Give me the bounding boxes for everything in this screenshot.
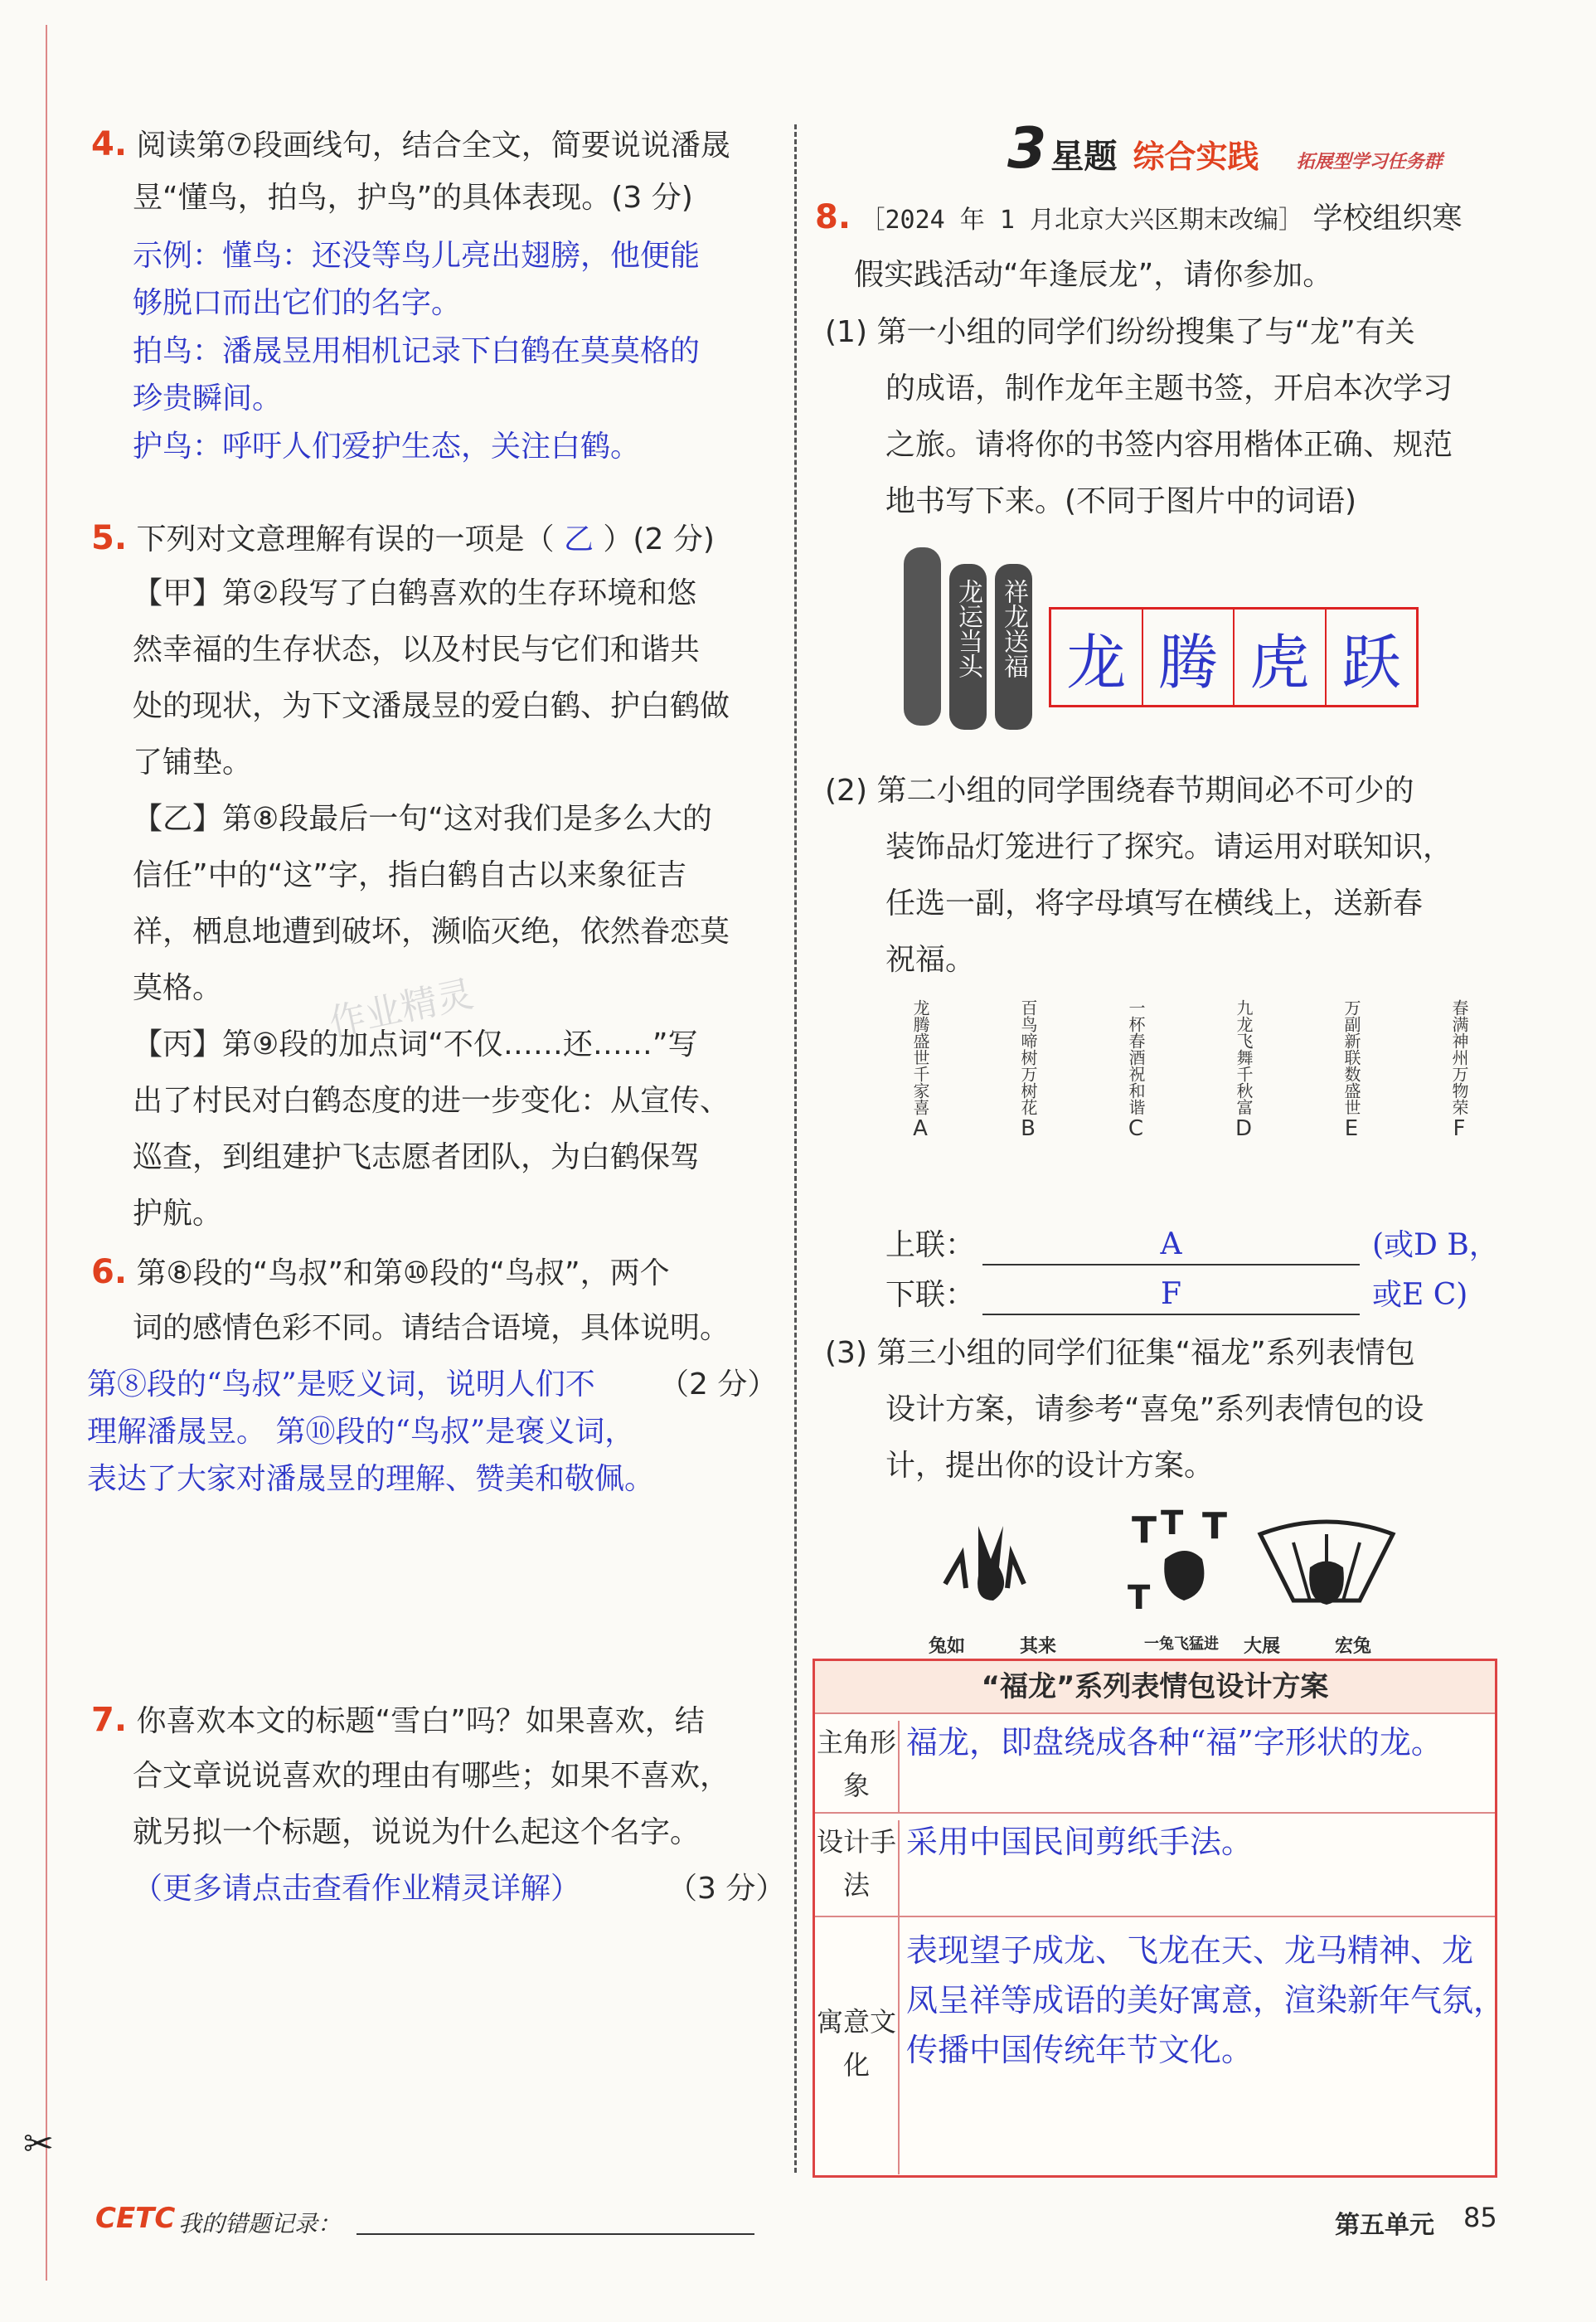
bookmark-1 xyxy=(949,564,987,730)
couplet-c-text: 一杯春酒祝和谐 xyxy=(1126,999,1146,1115)
q8-line2: 假实践活动“年逢辰龙”，请你参加。 xyxy=(854,258,1333,292)
q4-line2: 昱“懂鸟，拍鸟，护鸟”的具体表现。(3 分) xyxy=(133,181,693,215)
q7-line2: 合文章说说喜欢的理由有哪些；如果不喜欢， xyxy=(133,1759,730,1793)
rabbit-icon xyxy=(945,1526,1024,1601)
grid-cell-1: 龙 xyxy=(1051,610,1143,705)
couplet-d-letter: D xyxy=(1235,1116,1253,1141)
star-label: 星题 xyxy=(1050,138,1118,176)
rabbit-emoji-illustration xyxy=(929,1509,1509,1630)
watermark: 作业精灵 xyxy=(325,973,478,1045)
couplet-e-text: 万副新联数盛世 xyxy=(1341,999,1361,1115)
q6-points: （2 分） xyxy=(659,1367,778,1401)
q8-p1-3: 之旅。请将你的书签内容用楷体正确、规范 xyxy=(885,428,1453,462)
q8-p3-1: (3) 第三小组的同学们征集“福龙”系列表情包 xyxy=(825,1336,1415,1370)
q6-answer-3: 表达了大家对潘晟昱的理解、赞美和敬佩。 xyxy=(87,1462,655,1496)
caption-4: 大展 xyxy=(1244,1636,1281,1657)
page-number: 85 xyxy=(1463,2202,1497,2233)
q5-option-a-1: 【甲】第②段写了白鹤喜欢的生存环境和悠 xyxy=(133,576,697,610)
q5-option-c-3: 巡查，到组建护飞志愿者团队，为白鹤保驾 xyxy=(133,1140,701,1174)
upper-label: 上联： xyxy=(885,1228,976,1262)
q5-option-c-2: 出了村民对白鹤态度的进一步变化：从宣传、 xyxy=(133,1084,730,1118)
q5-stem xyxy=(91,510,715,568)
error-record-line[interactable] xyxy=(357,2233,754,2235)
q4-line1: 阅读第⑦段画线句，结合全文，简要说说潘晟 xyxy=(136,129,730,163)
caption-2: 其来 xyxy=(1020,1636,1057,1657)
brand-logo: CETC xyxy=(95,2202,176,2235)
q4 xyxy=(91,116,730,174)
q8-p2-4: 祝福。 xyxy=(885,943,976,977)
couplet-f xyxy=(1443,999,1476,1142)
grid-cell-3: 虎 xyxy=(1235,610,1327,705)
couplet-e-letter: E xyxy=(1344,1116,1359,1141)
q8-p1-2: 的成语，制作龙年主题书签，开启本次学习 xyxy=(885,372,1453,406)
grid-cell-4: 跃 xyxy=(1341,627,1401,697)
q4-answer-1: 示例：懂鸟：还没等鸟儿亮出翅膀，他便能 xyxy=(133,239,701,273)
svg-text:T: T xyxy=(1202,1509,1228,1547)
row-value-meaning-3: 传播中国传统年节文化。 xyxy=(906,2032,1254,2068)
q7-stem xyxy=(91,1692,705,1750)
error-record-label: 我的错题记录： xyxy=(178,2210,342,2237)
upper-note: (或D B， xyxy=(1372,1228,1499,1262)
table-row-meaning xyxy=(815,1916,1506,2174)
q8-p1-4: 地书写下来。(不同于图片中的词语) xyxy=(885,484,1357,518)
caption-5: 宏兔 xyxy=(1335,1636,1372,1657)
fan-rabbit-icon xyxy=(1260,1522,1393,1605)
bookmark-2 xyxy=(995,564,1032,730)
couplet-a xyxy=(904,999,937,1142)
design-table xyxy=(813,1659,1506,2178)
q7-points: （3 分） xyxy=(667,1872,786,1906)
row-label-method: 设计手法 xyxy=(815,1820,900,1917)
row-value-meaning-2: 凤呈祥等成语的美好寓意，渲染新年气氛， xyxy=(906,1982,1506,2018)
row-value-character: 福龙，即盘绕成各种“福”字形状的龙。 xyxy=(906,1724,1443,1761)
column-divider xyxy=(794,124,797,2173)
couplet-d xyxy=(1227,999,1260,1142)
q4-answer-5: 护鸟：呼吁人们爱护生态，关注白鹤。 xyxy=(133,430,641,464)
q5-number: 5. xyxy=(91,519,128,557)
rabbit-surprised-icon xyxy=(1128,1509,1227,1617)
row-value-method: 采用中国民间剪纸手法。 xyxy=(906,1824,1254,1860)
couplet-e xyxy=(1335,999,1368,1142)
q5-option-c-1: 【丙】第⑨段的加点词“不仅……还……”写 xyxy=(133,1027,698,1061)
couplet-f-letter: F xyxy=(1453,1116,1466,1141)
row-label-character: 主角形象 xyxy=(815,1721,900,1814)
q8-line1-end: 学校组织寒 xyxy=(1312,202,1463,236)
header-subtitle: 拓展型学习任务群 xyxy=(1296,152,1443,172)
q5-option-b-1: 【乙】第⑧段最后一句“这对我们是多么大的 xyxy=(133,802,712,836)
couplet-c-letter: C xyxy=(1128,1116,1144,1141)
q8-number: 8. xyxy=(815,198,851,236)
scissors-icon: ✂ xyxy=(23,2123,54,2165)
q6-line1: 第⑧段的“鸟叔”和第⑩段的“鸟叔”，两个 xyxy=(136,1256,670,1290)
upper-answer-field[interactable] xyxy=(982,1227,1360,1265)
q6-answer-1: 第⑧段的“鸟叔”是贬义词，说明人们不 xyxy=(87,1367,595,1401)
q6-stem xyxy=(91,1244,670,1302)
row-label-meaning: 寓意文化 xyxy=(815,2000,900,2100)
table-row-character xyxy=(815,1712,1495,1814)
couplet-c xyxy=(1119,999,1152,1142)
q5-stem-end: ）(2 分) xyxy=(603,522,715,556)
table-row-method xyxy=(815,1812,1495,1917)
upper-answer: A xyxy=(1160,1227,1182,1261)
lower-answer-field[interactable] xyxy=(982,1277,1360,1315)
q4-answer-3: 拍鸟：潘晟昱用相机记录下白鹤在莫莫格的 xyxy=(133,334,701,368)
q5-stem-text: 下列对文意理解有误的一项是（ xyxy=(136,522,555,556)
grid-cell-2: 腾 xyxy=(1143,610,1235,705)
q7-answer-link[interactable]: （更多请点击查看作业精灵详解） xyxy=(133,1872,581,1906)
q5-option-b-3: 祥，栖息地遭到破坏，濒临灭绝，依然眷恋莫 xyxy=(133,915,730,949)
couplet-a-text: 龙腾盛世千家喜 xyxy=(910,999,930,1115)
q8-p2-2: 装饰品灯笼进行了探究。请运用对联知识， xyxy=(885,830,1453,864)
q7-number: 7. xyxy=(91,1701,128,1739)
couplet-b xyxy=(1011,999,1045,1142)
svg-text:T: T xyxy=(1132,1509,1157,1552)
binding-line xyxy=(46,25,47,2281)
q7-line1: 你喜欢本文的标题“雪白”吗？如果喜欢，结 xyxy=(136,1704,705,1738)
q8-p3-2: 设计方案，请参考“喜兔”系列表情包的设 xyxy=(885,1392,1424,1426)
bookmark-2-text: 祥龙送福 xyxy=(999,579,1028,678)
q7-line3: 就另拟一个标题，说说为什么起这个名字。 xyxy=(133,1815,701,1849)
q5-option-b-4: 莫格。 xyxy=(133,971,223,1005)
q5-option-c-4: 护航。 xyxy=(133,1197,223,1231)
q8-p3-3: 计，提出你的设计方案。 xyxy=(885,1449,1215,1483)
q8-p2-1: (2) 第二小组的同学围绕春节期间必不可少的 xyxy=(825,774,1414,808)
svg-text:T: T xyxy=(1161,1509,1184,1542)
q5-option-b-2: 信任”中的“这”字，指白鹤自古以来象征吉 xyxy=(133,858,686,892)
q4-answer-4: 珍贵瞬间。 xyxy=(133,381,283,415)
lower-answer: F xyxy=(1161,1277,1181,1311)
q4-number: 4. xyxy=(91,125,128,163)
q6-number: 6. xyxy=(91,1253,128,1291)
q6-answer-2: 理解潘晟昱。 第⑩段的“鸟叔”是褒义词， xyxy=(87,1415,635,1449)
q4-answer-2: 够脱口而出它们的名字。 xyxy=(133,286,462,320)
row-value-meaning-1: 表现望子成龙、飞龙在天、龙马精神、龙 xyxy=(906,1932,1474,1969)
character-grid xyxy=(1049,607,1419,707)
q8-stem xyxy=(815,189,1462,249)
couplet-b-letter: B xyxy=(1021,1116,1036,1141)
rabbit-emoji-strip xyxy=(929,1509,1509,1657)
couplet-d-text: 九龙飞舞千秋富 xyxy=(1234,999,1254,1115)
q6-line2: 词的感情色彩不同。请结合语境，具体说明。 xyxy=(133,1311,730,1345)
lower-label: 下联： xyxy=(885,1278,976,1312)
q8-source: ［2024 年 1 月北京大兴区期末改编］ xyxy=(860,206,1303,235)
q8-p2-3: 任选一副，将字母填写在横线上，送新春 xyxy=(885,887,1424,921)
couplet-options xyxy=(887,999,1484,1223)
unit-label: 第五单元 xyxy=(1335,2211,1434,2240)
q8-p1-1: (1) 第一小组的同学们纷纷搜集了与“龙”有关 xyxy=(825,315,1415,349)
q5-option-a-3: 处的现状，为下文潘晟昱的爱白鹤、护白鹤做 xyxy=(133,689,730,723)
caption-3: 一兔飞猛进 xyxy=(1144,1635,1219,1653)
star-number: 3 xyxy=(1007,116,1047,182)
lower-note: 或E C) xyxy=(1372,1278,1468,1312)
q5-option-a-4: 了铺垫。 xyxy=(133,746,253,780)
couplet-b-text: 百鸟啼树万树花 xyxy=(1018,999,1038,1115)
row-divider xyxy=(898,1917,900,2174)
svg-text:T: T xyxy=(1128,1579,1151,1617)
couplet-a-letter: A xyxy=(913,1116,928,1141)
bookmark-1-text: 龙运当头 xyxy=(953,579,982,678)
q5-answer: 乙 xyxy=(563,522,594,556)
couplet-f-text: 春满神州万物荣 xyxy=(1449,999,1469,1115)
caption-1: 兔如 xyxy=(929,1636,966,1657)
table-title: “福龙”系列表情包设计方案 xyxy=(815,1661,1495,1712)
section-header xyxy=(1007,116,1443,182)
bookmark-blank xyxy=(904,547,941,726)
q5-option-a-2: 然幸福的生存状态，以及村民与它们和谐共 xyxy=(133,633,701,667)
header-title: 综合实践 xyxy=(1133,138,1259,175)
